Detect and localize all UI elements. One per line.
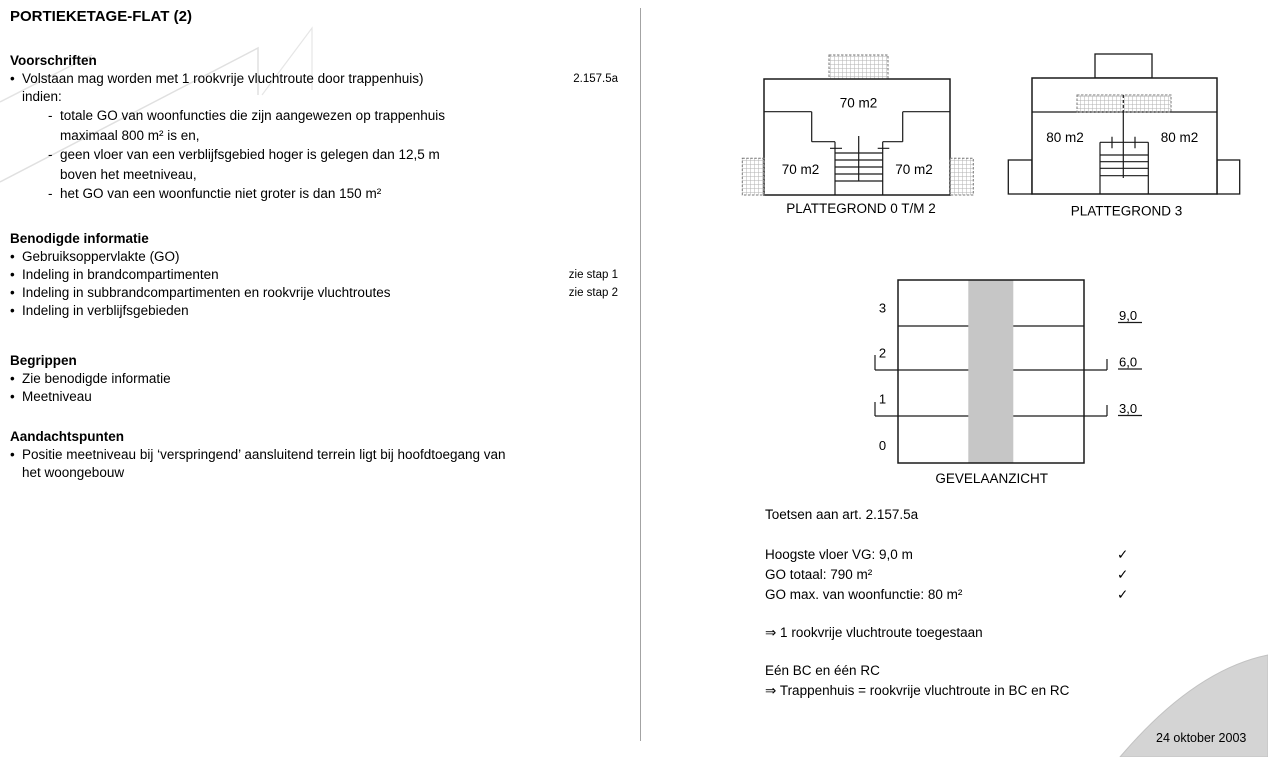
apartment-walls: [764, 112, 950, 142]
assessment-intro: Toetsen aan art. 2.157.5a: [765, 507, 919, 522]
floor-label-1: 1: [878, 391, 887, 407]
footer-date: 24 oktober 2003: [1156, 731, 1247, 745]
left-column: [10, 8, 618, 482]
column-divider: [640, 8, 641, 741]
section-aandachtspunten: [10, 428, 618, 482]
elevation-caption: GEVELAANZICHT: [935, 471, 1048, 486]
section-begrippen: [10, 352, 618, 406]
floor-label-0: 0: [878, 438, 887, 453]
bullet-text-cont: het woongebouw: [22, 464, 125, 480]
plan-caption: PLATTEGROND 3: [1070, 203, 1183, 219]
sub-item-cont: maximaal 800 m² is en,: [60, 127, 200, 143]
side-block-left: [1008, 160, 1032, 194]
height-label-6: 6,0: [1119, 354, 1138, 370]
conclusion-line: ⇒ 1 rookvrije vluchtroute toegestaan: [765, 625, 983, 640]
height-label-9: 9,0: [1119, 308, 1138, 323]
bullet-text: Indeling in verblijfsgebieden: [22, 302, 189, 318]
area-label-left: 70 m2: [781, 162, 820, 177]
plan-caption: PLATTEGROND 0 T/M 2: [786, 201, 936, 216]
step-ref: zie stap 1: [568, 268, 618, 281]
area-label-left: 80 m2: [1046, 130, 1084, 145]
section-benodigde-informatie: [10, 230, 618, 320]
bullet-text: Volstaan mag worden met 1 rookvrije vluchtroute door trappenhuis): [22, 71, 424, 86]
check-text: GO totaal: 790 m²: [765, 567, 873, 582]
bullet-text: Gebruiksoppervlakte (GO): [22, 248, 180, 264]
area-label-right: 70 m2: [895, 162, 933, 177]
bullet-item: [10, 284, 618, 302]
bullet-item: [10, 70, 618, 88]
check-row: [765, 565, 1235, 585]
bullet-text: Indeling in subbrandcompartimenten en rookvrije vluchtroutes: [22, 284, 391, 300]
checkmark-icon: ✓: [1117, 587, 1129, 602]
floorplan-0-tm-2-diagram: [730, 40, 990, 230]
sub-item: - het GO van een woonfunctie niet groter is dan 150 m²: [10, 184, 618, 204]
check-text: Hoogste vloer VG: 9,0 m: [765, 547, 913, 562]
section-heading: Begrippen: [10, 352, 77, 368]
area-label-right: 80 m2: [1160, 130, 1199, 145]
sub-item-cont: boven het meetniveau,: [60, 166, 197, 182]
floor-label-2: 2: [878, 345, 887, 361]
bullet-text: Zie benodigde informatie: [22, 370, 171, 386]
sub-item: - totale GO van woonfuncties die zijn aangewezen op trappenhuis: [10, 106, 618, 126]
bullet-item: [10, 446, 618, 464]
section-heading: Aandachtspunten: [10, 428, 125, 444]
height-label-3: 3,0: [1119, 401, 1138, 416]
conclusion-line: ⇒ Trappenhuis = rookvrije vluchtroute in BC en RC: [765, 683, 1070, 698]
bullet-text: Indeling in brandcompartimenten: [22, 266, 219, 282]
note-line: Eén BC en één RC: [765, 663, 880, 678]
stairs: [830, 136, 889, 195]
assessment-checks: [765, 545, 1235, 605]
stairwell-band: [968, 280, 1013, 463]
balcony-hatch-right: [950, 158, 973, 195]
checkmark-icon: ✓: [1117, 547, 1129, 562]
bullet-item: [10, 266, 618, 284]
check-row: [765, 585, 1235, 605]
area-label-top: 70 m2: [839, 95, 878, 111]
page-title: PORTIEKETAGE-FLAT (2): [10, 8, 192, 25]
side-block-right: [1217, 160, 1240, 194]
gallery-hatch: [1077, 95, 1171, 112]
bullet-text: Meetniveau: [22, 388, 92, 404]
assessment-block: [765, 505, 1235, 701]
check-text: GO max. van woonfunctie: 80 m²: [765, 587, 963, 602]
section-heading: Voorschriften: [10, 53, 97, 68]
check-row: [765, 545, 1235, 565]
bullet-item: [10, 248, 618, 266]
section-voorschriften: [10, 52, 618, 204]
bullet-text: Positie meetniveau bij ‘verspringend’ aansluitend terrein ligt bij hoofdtoegang van: [22, 446, 506, 462]
sub-item: - geen vloer van een verblijfsgebied hoger is gelegen dan 12,5 m: [10, 145, 618, 165]
balcony-hatch-top: [829, 55, 888, 79]
roof-access-block: [1095, 54, 1152, 78]
bullet-item: [10, 388, 618, 406]
floor-label-3: 3: [878, 300, 887, 316]
bullet-item: [10, 302, 618, 320]
bullet-text-cont: indien:: [22, 89, 62, 104]
bullet-item: [10, 370, 618, 388]
elevation-diagram: [860, 270, 1160, 495]
balcony-hatch-left: [742, 158, 764, 195]
checkmark-icon: ✓: [1117, 567, 1129, 582]
step-ref: zie stap 2: [568, 286, 618, 299]
floorplan-3-diagram: [1000, 40, 1250, 230]
article-ref: 2.157.5a: [573, 73, 618, 85]
section-heading: Benodigde informatie: [10, 230, 149, 246]
